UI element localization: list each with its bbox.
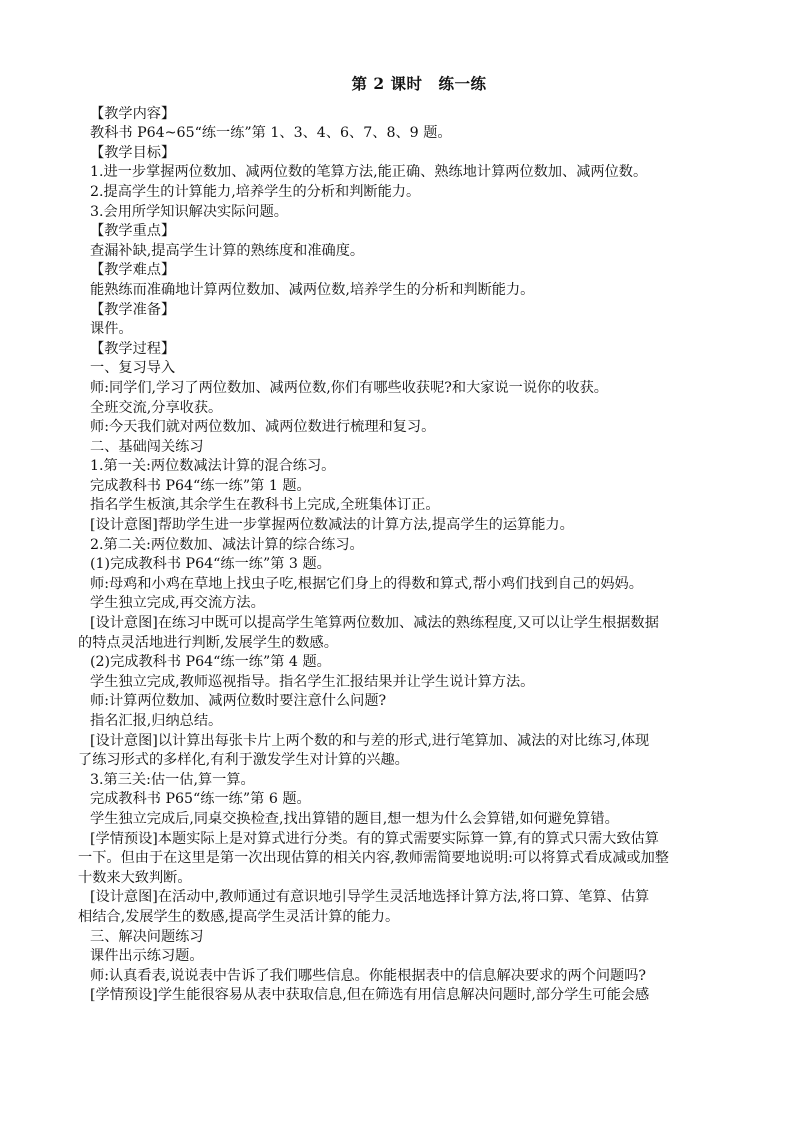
paragraph: [设计意图]以计算出每张卡片上两个数的和与差的形式,进行笔算加、减法的对比练习,体现 xyxy=(90,732,650,749)
section-heading-objectives: 【教学目标】 xyxy=(90,144,176,161)
paragraph: 查漏补缺,提高学生计算的熟练度和准确度。 xyxy=(90,242,365,259)
paragraph: [学情预设]本题实际上是对算式进行分类。有的算式需要实际算一算,有的算式只需大致估算 xyxy=(90,830,659,847)
paragraph: 课件出示练习题。 xyxy=(90,948,204,965)
paragraph: 十数来大致判断。 xyxy=(78,869,192,886)
paragraph: 2.提高学生的计算能力,培养学生的分析和判断能力。 xyxy=(90,183,421,200)
paragraph: 完成教科书 P64“练一练”第 1 题。 xyxy=(90,477,311,494)
paragraph: 课件。 xyxy=(90,321,133,338)
paragraph: 1.第一关:两位数减法计算的混合练习。 xyxy=(90,458,336,475)
paragraph: (1)完成教科书 P64“练一练”第 3 题。 xyxy=(90,556,331,573)
document-page xyxy=(78,74,730,1006)
paragraph: 师:今天我们就对两位数加、减两位数进行梳理和复习。 xyxy=(90,419,436,436)
paragraph: [设计意图]帮助学生进一步掌握两位数减法的计算方法,提高学生的运算能力。 xyxy=(90,517,574,534)
paragraph: 3.会用所学知识解决实际问题。 xyxy=(90,203,288,220)
section-heading-difficulties: 【教学难点】 xyxy=(90,262,176,279)
paragraph: 指名汇报,归纳总结。 xyxy=(90,713,223,729)
paragraph: 师:计算两位数加、减两位数时要注意什么问题? xyxy=(90,693,387,710)
paragraph: 完成教科书 P65“练一练”第 6 题。 xyxy=(90,791,311,808)
paragraph: (2)完成教科书 P64“练一练”第 4 题。 xyxy=(90,654,331,671)
section-heading-process: 【教学过程】 xyxy=(90,340,176,357)
section-heading-preparation: 【教学准备】 xyxy=(90,301,176,318)
paragraph: 学生独立完成,教师巡视指导。指名学生汇报结果并让学生说计算方法。 xyxy=(90,673,535,690)
subheading: 三、解决问题练习 xyxy=(90,928,204,945)
paragraph: 指名学生板演,其余学生在教科书上完成,全班集体订正。 xyxy=(90,497,440,514)
paragraph: 的特点灵活地进行判断,发展学生的数感。 xyxy=(78,634,338,651)
paragraph: 教科书 P64~65“练一练”第 1、3、4、6、7、8、9 题。 xyxy=(90,125,452,142)
subheading: 二、基础闯关练习 xyxy=(90,438,204,455)
paragraph: 学生独立完成后,同桌交换检查,找出算错的题目,想一想为什么会算错,如何避免算错。 xyxy=(90,810,619,827)
section-heading-key-points: 【教学重点】 xyxy=(90,223,176,240)
paragraph: 3.第三关:估一估,算一算。 xyxy=(90,771,255,788)
paragraph: [学情预设]学生能很容易从表中获取信息,但在筛选有用信息解决问题时,部分学生可能会感 xyxy=(90,987,650,1004)
paragraph: 师:同学们,学习了两位数加、减两位数,你们有哪些收获呢?和大家说一说你的收获。 xyxy=(90,379,608,396)
page-title: 第 2 课时 练一练 xyxy=(351,74,487,93)
paragraph: 师:认真看表,说说表中告诉了我们哪些信息。你能根据表中的信息解决要求的两个问题吗? xyxy=(90,967,647,984)
paragraph: 2.第二关:两位数加、减法计算的综合练习。 xyxy=(90,536,364,553)
section-heading-content: 【教学内容】 xyxy=(90,105,176,122)
paragraph: 了练习形式的多样化,有利于激发学生对计算的兴趣。 xyxy=(78,752,409,769)
paragraph: 相结合,发展学生的数感,提高学生灵活计算的能力。 xyxy=(78,908,400,925)
paragraph: 全班交流,分享收获。 xyxy=(90,399,223,416)
paragraph: [设计意图]在活动中,教师通过有意识地引导学生灵活地选择计算方法,将口算、笔算、估算 xyxy=(90,889,650,906)
paragraph: 能熟练而准确地计算两位数加、减两位数,培养学生的分析和判断能力。 xyxy=(90,281,535,298)
subheading: 一、复习导入 xyxy=(90,360,176,377)
paragraph: 一下。但由于在这里是第一次出现估算的相关内容,教师需简要地说明:可以将算式看成减或加整 xyxy=(78,850,669,867)
paragraph: 1.进一步掌握两位数加、减两位数的笔算方法,能正确、熟练地计算两位数加、减两位数。 xyxy=(90,164,648,181)
paragraph: 学生独立完成,再交流方法。 xyxy=(90,595,265,612)
paragraph: 师:母鸡和小鸡在草地上找虫子吃,根据它们身上的得数和算式,帮小鸡们找到自己的妈妈。 xyxy=(90,575,643,592)
paragraph: [设计意图]在练习中既可以提高学生笔算两位数加、减法的熟练程度,又可以让学生根据数据 xyxy=(90,615,659,632)
